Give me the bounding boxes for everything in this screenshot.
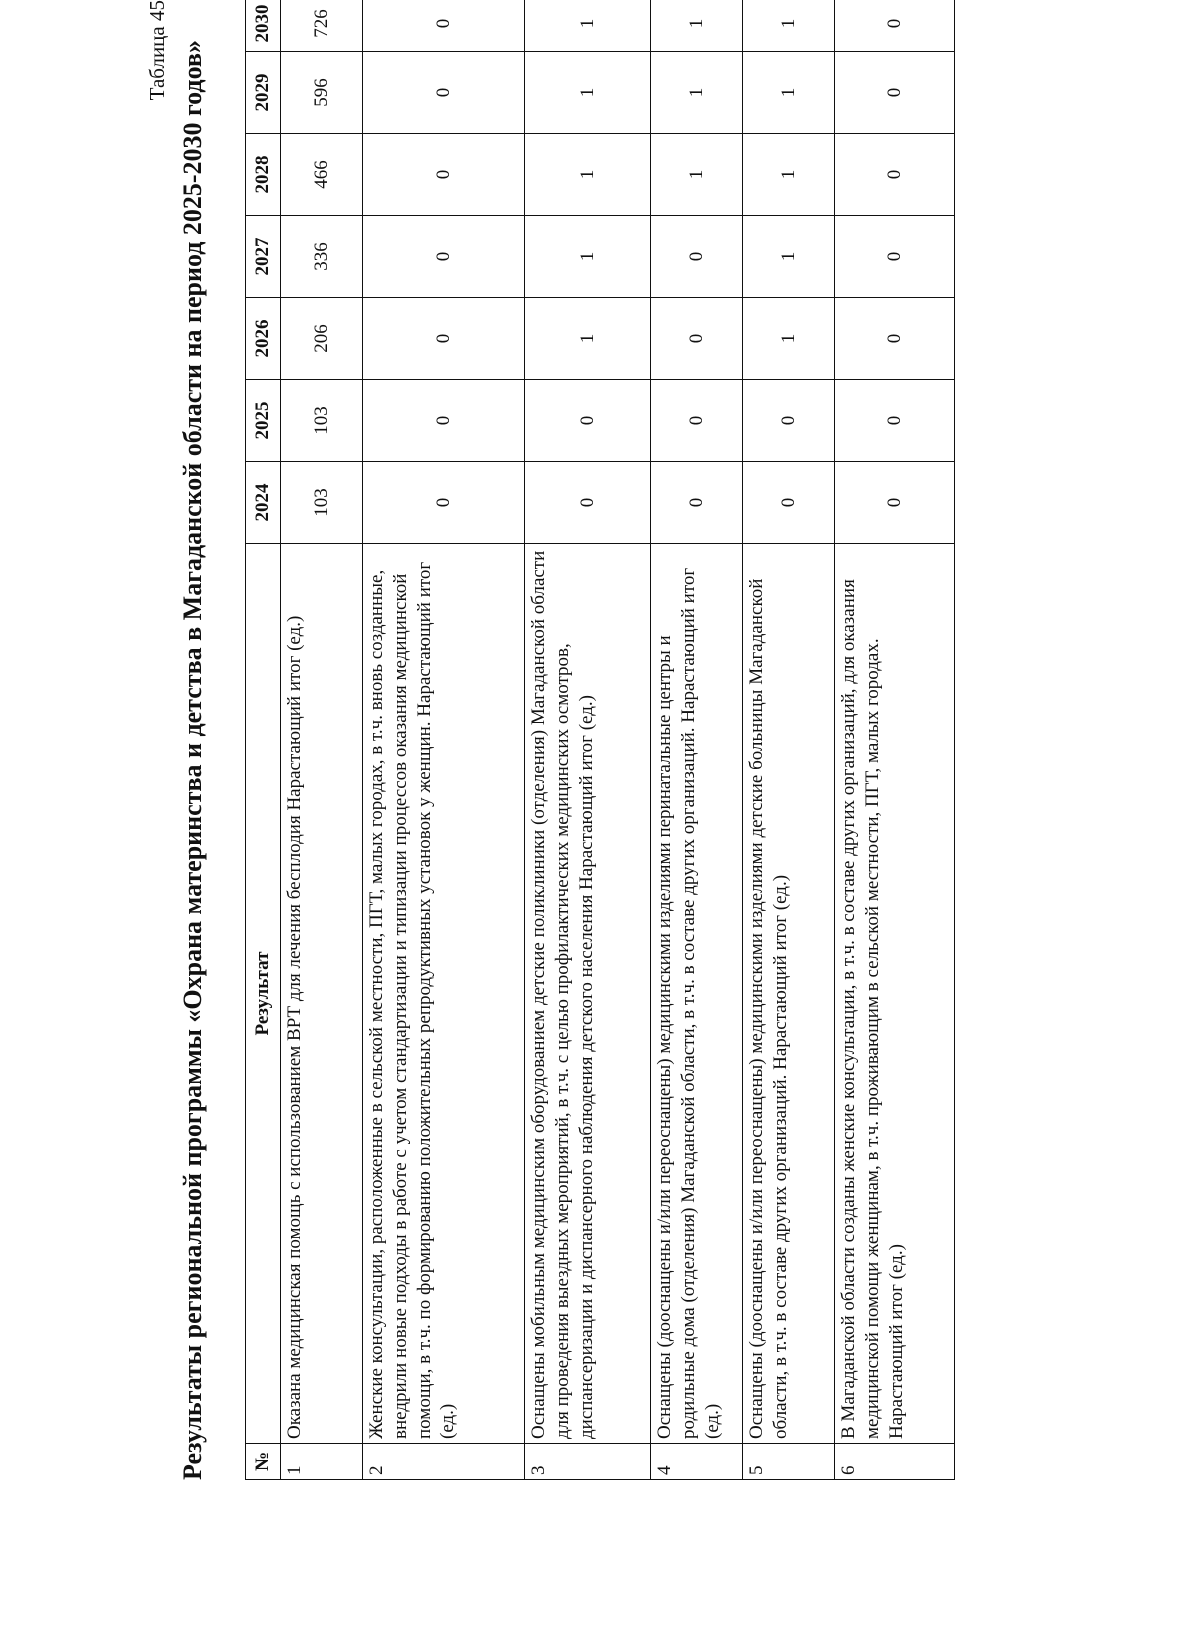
value-cell: 0 — [525, 462, 651, 544]
value-cell: 0 — [835, 380, 955, 462]
value-cell: 0 — [651, 462, 743, 544]
header-row — [246, 0, 281, 1480]
value-cell: 0 — [835, 134, 955, 216]
table-row — [363, 0, 525, 1480]
table-label: Таблица 45 — [145, 0, 169, 101]
value-cell: 0 — [363, 134, 525, 216]
header-num: № — [246, 1444, 281, 1480]
value-cell: 1 — [525, 298, 651, 380]
value-cell: 0 — [835, 298, 955, 380]
value-cell: 596 — [281, 52, 363, 134]
value-cell: 726 — [281, 0, 363, 52]
value-cell: 206 — [281, 298, 363, 380]
value-cell: 1 — [743, 134, 835, 216]
value-cell: 0 — [651, 298, 743, 380]
table-row — [743, 0, 835, 1480]
rotated-page — [145, 0, 1200, 1560]
value-cell: 1 — [525, 134, 651, 216]
value-cell: 1 — [525, 52, 651, 134]
value-cell: 0 — [835, 52, 955, 134]
value-cell: 1 — [651, 52, 743, 134]
value-cell: 0 — [835, 216, 955, 298]
value-cell: 0 — [363, 298, 525, 380]
value-cell: 1 — [525, 216, 651, 298]
row-number: 6 — [835, 1444, 955, 1480]
row-number: 1 — [281, 1444, 363, 1480]
document-title: Результаты региональной программы «Охрана материнства и детства в Магаданской области на период 2025-2030 годов» — [178, 40, 207, 1480]
header-year: 2027 — [246, 216, 281, 298]
value-cell: 1 — [743, 0, 835, 52]
value-cell: 0 — [525, 380, 651, 462]
value-cell: 0 — [363, 462, 525, 544]
row-number: 4 — [651, 1444, 743, 1480]
table-row — [525, 0, 651, 1480]
row-number: 5 — [743, 1444, 835, 1480]
value-cell: 0 — [835, 462, 955, 544]
table-row — [835, 0, 955, 1480]
header-year: 2025 — [246, 380, 281, 462]
value-cell: 0 — [363, 0, 525, 52]
value-cell: 0 — [651, 380, 743, 462]
value-cell: 1 — [743, 52, 835, 134]
value-cell: 103 — [281, 462, 363, 544]
value-cell: 0 — [835, 0, 955, 52]
value-cell: 0 — [743, 380, 835, 462]
header-year: 2029 — [246, 52, 281, 134]
value-cell: 336 — [281, 216, 363, 298]
header-year: 2030 — [246, 0, 281, 52]
header-year: 2026 — [246, 298, 281, 380]
value-cell: 1 — [743, 298, 835, 380]
header-year: 2028 — [246, 134, 281, 216]
value-cell: 103 — [281, 380, 363, 462]
value-cell: 1 — [651, 134, 743, 216]
result-text: Оснащены (дооснащены и/или переоснащены) медицинскими изделиями перинатальные центры и родильные дома (отделения) Магаданской области, в т.ч. в составе других организаций. Нарастающий итог (ед.) — [651, 544, 743, 1444]
value-cell: 0 — [363, 380, 525, 462]
header-result: Результат — [246, 544, 281, 1444]
results-table — [245, 0, 955, 1480]
value-cell: 1 — [525, 0, 651, 52]
result-text: Оснащены (дооснащены и/или переоснащены) медицинскими изделиями детские больницы Магаданской области, в т.ч. в составе других организаций. Нарастающий итог (ед.) — [743, 544, 835, 1444]
value-cell: 0 — [651, 216, 743, 298]
value-cell: 1 — [651, 0, 743, 52]
row-number: 3 — [525, 1444, 651, 1480]
result-text: Оснащены мобильным медицинским оборудованием детские поликлиники (отделения) Магаданской области для проведения выездных мероприятий, в т.ч. с целью профилактических медицинских осмотров, диспансеризации и диспансерного наблюдения детского населения Нарастающий итог (ед.) — [525, 544, 651, 1444]
value-cell: 1 — [743, 216, 835, 298]
result-text: В Магаданской области созданы женские консультации, в т.ч. в составе других организаций, для оказания медицинской помощи женщинам, в т.ч. проживающим в сельской местности, ПГТ, малых городах. Нарастающий итог (ед.) — [835, 544, 955, 1444]
table-row — [651, 0, 743, 1480]
value-cell: 466 — [281, 134, 363, 216]
value-cell: 0 — [363, 52, 525, 134]
table-row — [281, 0, 363, 1480]
value-cell: 0 — [743, 462, 835, 544]
header-year: 2024 — [246, 462, 281, 544]
result-text: Женские консультации, расположенные в сельской местности, ПГТ, малых городах, в т.ч. вновь созданные, внедрили новые подходы в работе с учетом стандартизации и типизации процессов оказания медицинской помощи, в т.ч. по формированию положительных репродуктивных установок у женщин. Нарастающий итог (ед.) — [363, 544, 525, 1444]
result-text: Оказана медицинская помощь с использованием ВРТ для лечения бесплодия Нарастающий итог (ед.) — [281, 544, 363, 1444]
row-number: 2 — [363, 1444, 525, 1480]
value-cell: 0 — [363, 216, 525, 298]
